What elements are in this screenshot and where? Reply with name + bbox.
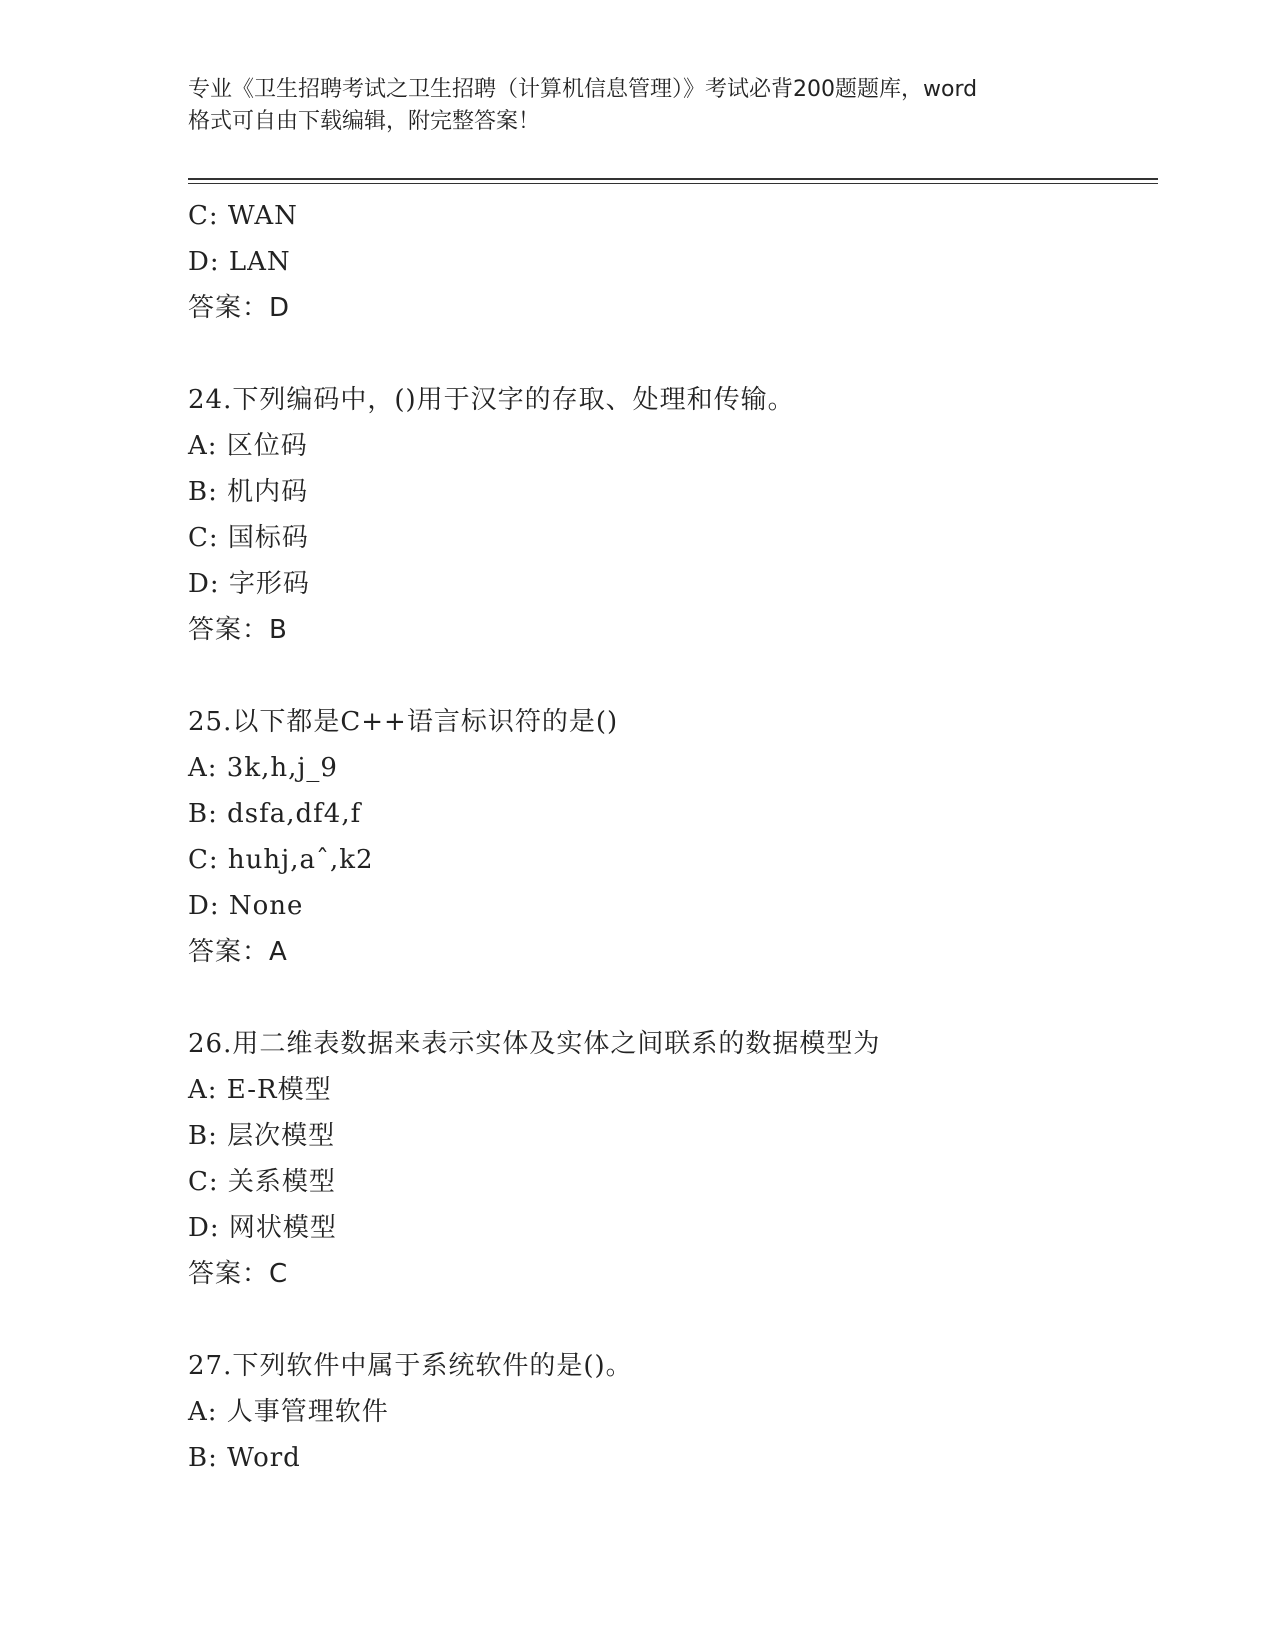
q26-question: 26.用二维表数据来表示实体及实体之间联系的数据模型为 [188, 1029, 881, 1059]
q24-option-a: A: 区位码 [188, 431, 308, 461]
q25-option-c: C: huhj,aˆ,k2 [188, 845, 374, 875]
q24-answer: 答案：B [188, 615, 288, 645]
q27-option-a: A: 人事管理软件 [188, 1397, 389, 1427]
spacer [188, 1297, 1158, 1343]
q23-answer: 答案：D [188, 293, 291, 323]
q23-option-c: C: WAN [188, 201, 298, 231]
question-list [188, 193, 1158, 1481]
q24-option-b: B: 机内码 [188, 477, 309, 507]
q24-option-c: C: 国标码 [188, 523, 309, 553]
header-line-2: 格式可自由下载编辑，附完整答案！ [188, 109, 541, 134]
q25-option-a: A: 3k,h,j_9 [188, 753, 338, 783]
q24-option-d: D: 字形码 [188, 569, 310, 599]
q25-option-d: D: None [188, 891, 304, 921]
q27-option-b: B: Word [188, 1443, 301, 1473]
q25-answer: 答案：A [188, 937, 288, 967]
q26-option-c: C: 关系模型 [188, 1167, 336, 1197]
header-divider-thin [188, 183, 1158, 184]
q24-question: 24.下列编码中，()用于汉字的存取、处理和传输。 [188, 385, 795, 415]
q27-question: 27.下列软件中属于系统软件的是()。 [188, 1351, 633, 1381]
document-header [188, 74, 1118, 138]
spacer [188, 975, 1158, 1021]
q25-option-b: B: dsfa,df4,f [188, 799, 362, 829]
q25-question: 25.以下都是C++语言标识符的是() [188, 707, 619, 737]
q23-option-d: D: LAN [188, 247, 291, 277]
q26-option-d: D: 网状模型 [188, 1213, 337, 1243]
header-line-1: 专业《卫生招聘考试之卫生招聘（计算机信息管理）》考试必背200题题库，word [188, 77, 978, 102]
header-divider-thick [188, 178, 1158, 180]
q26-option-a: A: E-R模型 [188, 1075, 332, 1105]
q26-option-b: B: 层次模型 [188, 1121, 336, 1151]
q26-answer: 答案：C [188, 1259, 289, 1289]
spacer [188, 653, 1158, 699]
spacer [188, 331, 1158, 377]
